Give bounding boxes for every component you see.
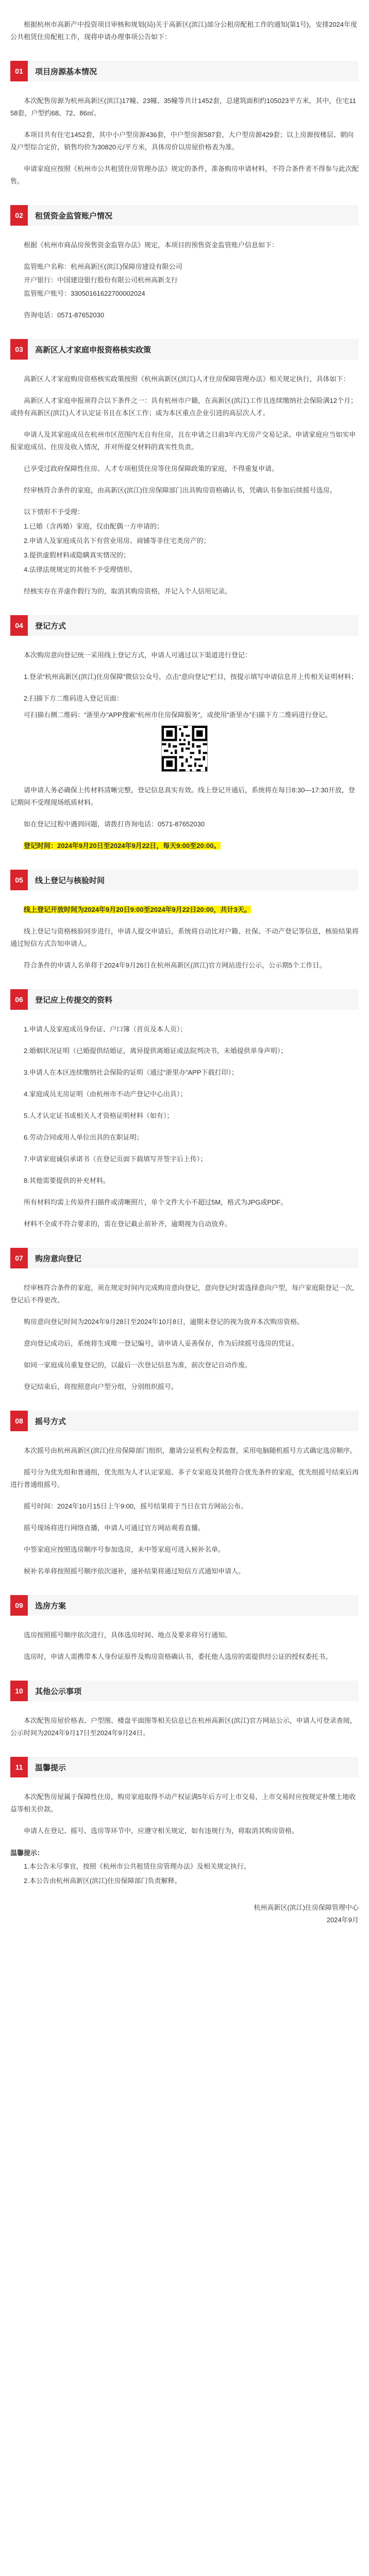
paragraph: 申请家庭应按照《杭州市公共租赁住房管理办法》规定的条件，准备购房申请材料，不符合条件者不得参与此次配售。	[10, 165, 359, 185]
paragraph: 本次配售房屋价格表、户型图、楼盘平面图等相关信息已在杭州高新区(滨江)官方网站公示，申请人可登录查阅，公示时间为2024年9月17日至2024年9月24日。	[10, 1717, 357, 1737]
list-item: 4.家庭成员无房证明（由杭州市不动产登记中心出具）；	[24, 1090, 187, 1098]
highlighted-time: 登记时间：2024年9月20日至2024年9月22日，每天9:00至20:00。	[24, 842, 221, 850]
section-title: 登记应上传提交的资料	[35, 995, 113, 1005]
paragraph: 购房意向登记时间为2024年9月28日至2024年10月8日，逾期未登记的视为放弃本次购房资格。	[24, 1318, 304, 1326]
list-item: 4.法律法规规定的其他不予受理情形。	[24, 566, 137, 573]
paragraph: 请申请人务必确保上传材料清晰完整，登记信息真实有效。线上登记开通后，系统将在每日8:30—17:30开放，登记期间不受理现场纸质材料。	[10, 786, 355, 806]
qr-code-container	[10, 725, 359, 772]
paragraph: 登记结束后，将按照意向户型分组，分别组织摇号。	[24, 1383, 178, 1391]
section-header-11	[10, 1757, 359, 1777]
section-title: 购房意向登记	[35, 1254, 82, 1263]
signing-date: 2024年9月	[326, 1916, 359, 1924]
list-item: 6.劳动合同或用人单位出具的在职证明；	[24, 1133, 143, 1141]
list-item: 2.申请人及家庭成员名下有营业用房、商铺等非住宅类房产的；	[24, 537, 210, 545]
section-title: 项目房源基本情况	[35, 67, 97, 76]
paragraph: 符合条件的申请人名单将于2024年9月26日在杭州高新区(滨江)官方网站进行公示，公示期5个工作日。	[24, 961, 326, 969]
paragraph: 咨询电话：0571-87652030	[24, 311, 105, 319]
section-header-01	[10, 61, 359, 81]
account-name: 监管账户名称：杭州高新区(滨江)保障房建设有限公司	[24, 263, 182, 270]
paragraph: 选房时，申请人需携带本人身份证原件及购房资格确认书，委托他人选房的需提供经公证的授权委托书。	[24, 1653, 332, 1660]
section-number: 01	[10, 61, 28, 81]
section-header-07	[10, 1248, 359, 1268]
list-item: 2.婚姻状况证明（已婚提供结婚证，离异提供离婚证或法院判决书，未婚提供单身声明）；	[24, 1047, 288, 1055]
section-title: 线上登记与核验时间	[35, 876, 105, 885]
paragraph: 本项目共有住宅1452套，其中小户型房源436套，中户型房源587套，大户型房源429套；以上房源按楼层、朝向及户型综合定价，销售均价为30820元/平方米，具体房价以房屋价格表为准。	[10, 131, 354, 151]
list-item: 5.人才认定证书或相关人才资格证明材料（如有）；	[24, 1112, 174, 1120]
section-number: 10	[10, 1681, 28, 1701]
signing-organization: 杭州高新区(滨江)住房保障管理中心	[254, 1904, 359, 1911]
paragraph: 如同一家庭成员重复登记的，以最后一次登记信息为准，前次登记自动作废。	[24, 1361, 252, 1369]
signature-block	[10, 1902, 359, 1926]
paragraph: 高新区人才家庭申报须符合以下条件之一：具有杭州市户籍，在高新区(滨江)工作且连续缴纳社会保险满12个月；或持有高新区(滨江)人才认定证书且在本区工作；或为本区重点企业引进的高层次人才。	[10, 397, 358, 417]
account-number: 监管账户账号：33050161622700002024	[24, 290, 145, 297]
paragraph: 本次配售房屋属于保障性住房，购房家庭取得不动产权证满5年后方可上市交易，上市交易时应按规定补缴土地收益等相关价款。	[10, 1793, 356, 1813]
paragraph: 高新区人才家庭购房资格核实政策按照《杭州高新区(滨江)人才住房保障管理办法》相关规定执行，具体如下：	[24, 375, 350, 383]
paragraph: 摇号分为优先组和普通组，优先组为人才认定家庭、多子女家庭及其他符合优先条件的家庭，优先组摇号结束后再进行普通组摇号。	[10, 1468, 359, 1488]
announcement-page	[0, 19, 369, 1942]
paragraph	[10, 904, 359, 916]
paragraph: 经核实存在弄虚作假行为的，取消其购房资格，并记入个人信用记录。	[24, 587, 232, 595]
highlighted-time: 线上登记开放时间为2024年9月20日9:00至2024年9月22日20:00，共计3天。	[24, 906, 251, 913]
list-item: 1.已婚（含再婚）家庭，仅由配偶一方申请的；	[24, 522, 163, 530]
list-item: 3.提供虚假材料或隐瞒真实情况的；	[24, 551, 130, 559]
paragraph: 摇号现场将进行网络直播，申请人可通过官方网站观看直播。	[24, 1524, 205, 1532]
section-header-03	[10, 339, 359, 360]
list-item: 8.其他需要提供的补充材料。	[24, 1177, 110, 1184]
paragraph: 中签家庭应按照选房顺序号参加选房，未中签家庭可进入候补名单。	[24, 1546, 225, 1553]
section-number: 06	[10, 989, 28, 1010]
account-bank: 开户银行：中国建设银行股份有限公司杭州高新支行	[24, 276, 178, 284]
section-title: 其他公示事项	[35, 1687, 82, 1696]
section-title: 摇号方式	[35, 1417, 66, 1426]
section-header-06	[10, 989, 359, 1010]
list-item: 1.申请人及家庭成员身份证、户口簿（首页及本人页）；	[24, 1025, 187, 1033]
intro-paragraph: 根据杭州市高新产中投资项目审核和规划(局)关于高新区(滨江)部分公租房配租工作的通知(第1号)，安排2024年度公共租赁住房配租工作，现将申请办理事项公告如下：	[10, 21, 358, 41]
section-header-09	[10, 1595, 359, 1616]
note-item: 1.本公告未尽事宜，按照《杭州市公共租赁住房管理办法》及相关规定执行。	[24, 1862, 250, 1870]
section-title: 温馨提示	[35, 1763, 66, 1772]
paragraph: 本次摇号由杭州高新区(滨江)住房保障部门组织，邀请公证机构全程监督，采用电脑随机摇号方式确定选房顺序。	[24, 1447, 357, 1454]
section-number: 02	[10, 205, 28, 226]
section-title: 登记方式	[35, 621, 66, 631]
list-item: 7.申请家庭诚信承诺书（在登记页面下载填写并签字后上传）；	[24, 1155, 207, 1163]
qr-code-icon[interactable]	[161, 725, 208, 772]
paragraph: 材料不全或不符合要求的，需在登记截止前补齐，逾期视为自动放弃。	[24, 1220, 232, 1228]
paragraph: 已享受过政府保障性住房、人才专项租赁住房等住房保障政策的家庭，不得重复申请。	[24, 465, 279, 472]
section-header-05	[10, 870, 359, 890]
paragraph: 经审核符合条件的家庭，由高新区(滨江)住房保障部门出具购房资格确认书，凭确认书参加后续摇号选房。	[24, 486, 337, 494]
section-number: 04	[10, 615, 28, 636]
section-header-02	[10, 205, 359, 226]
section-number: 08	[10, 1411, 28, 1431]
paragraph: 如在登记过程中遇到问题，请拨打咨询电话：0571-87652030	[24, 820, 205, 828]
section-title: 租赁资金监管账户情况	[35, 211, 113, 221]
paragraph: 经审核符合条件的家庭，须在规定时间内完成购房意向登记，意向登记时需选择意向户型，每户家庭限登记一次，登记后不得更改。	[10, 1284, 359, 1304]
notes-title: 温馨提示：	[10, 1849, 44, 1857]
paragraph: 申请人在登记、摇号、选房等环节中，应遵守相关规定，如有违规行为，将取消其购房资格。	[24, 1827, 299, 1835]
list-heading: 以下情形不予受理：	[24, 508, 85, 516]
paragraph: 申请人及其家庭成员在杭州市区范围内无自有住房，且在申请之日前3年内无房产交易记录。申请家庭应当如实申报家庭成员、住房及收入情况，并对所提交材料的真实性负责。	[10, 431, 356, 451]
paragraph: 候补名单将按照摇号顺序依次递补，递补结果将通过短信方式通知申请人。	[24, 1567, 245, 1575]
section-number: 03	[10, 339, 28, 360]
list-item: 3.申请人在本区连续缴纳社会保险的证明（通过“浙里办”APP下载打印）；	[24, 1069, 239, 1076]
section-number: 09	[10, 1595, 28, 1616]
paragraph: 1.登录“杭州高新区(滨江)住房保障”微信公众号，点击“意向登记”栏目，按提示填写申请信息并上传相关证明材料；	[24, 673, 358, 681]
paragraph: 本次配售房源为杭州高新区(滨江)17幢、23幢、35幢等共计1452套，总建筑面积约105023平方米，其中，住宅1158套，户型约68、72、86㎡。	[10, 97, 356, 117]
paragraph: 本次购房意向登记统一采用线上登记方式，申请人可通过以下渠道进行登记：	[24, 651, 252, 659]
section-title: 选房方案	[35, 1601, 66, 1611]
section-number: 07	[10, 1248, 28, 1268]
registration-time	[10, 840, 359, 852]
section-header-04	[10, 615, 359, 636]
section-number: 05	[10, 870, 28, 890]
paragraph: 根据《杭州市商品房预售资金监管办法》规定，本项目的预售资金监管账户信息如下：	[24, 241, 279, 249]
section-title: 高新区人才家庭申报资格核实政策	[35, 345, 152, 354]
paragraph: 选房按照摇号顺序依次进行，具体选房时间、地点及要求将另行通知。	[24, 1631, 232, 1639]
paragraph: 2.扫描下方二维码进入登记页面：	[24, 694, 123, 702]
paragraph: 摇号时间：2024年10月15日上午9:00，摇号结果将于当日在官方网站公布。	[24, 1502, 248, 1510]
paragraph: 可扫描右侧二维码：“浙里办”APP搜索“杭州市住房保障服务”，或使用“浙里办”扫描下方二维码进行登记。	[24, 711, 332, 719]
note-item: 2.本公告由杭州高新区(滨江)住房保障部门负责解释。	[24, 1877, 181, 1885]
section-header-10	[10, 1681, 359, 1701]
paragraph: 意向登记成功后，系统将生成唯一登记编号，请申请人妥善保存，作为后续摇号选房的凭证。	[24, 1340, 299, 1347]
paragraph: 线上登记与资格核验同步进行，申请人提交申请后，系统将自动比对户籍、社保、不动产登记等信息，核验结果将通过短信方式告知申请人。	[10, 927, 359, 947]
section-number: 11	[10, 1757, 28, 1777]
paragraph: 所有材料均需上传原件扫描件或清晰照片，单个文件大小不超过5M，格式为JPG或PDF。	[24, 1198, 288, 1206]
section-header-08	[10, 1411, 359, 1431]
